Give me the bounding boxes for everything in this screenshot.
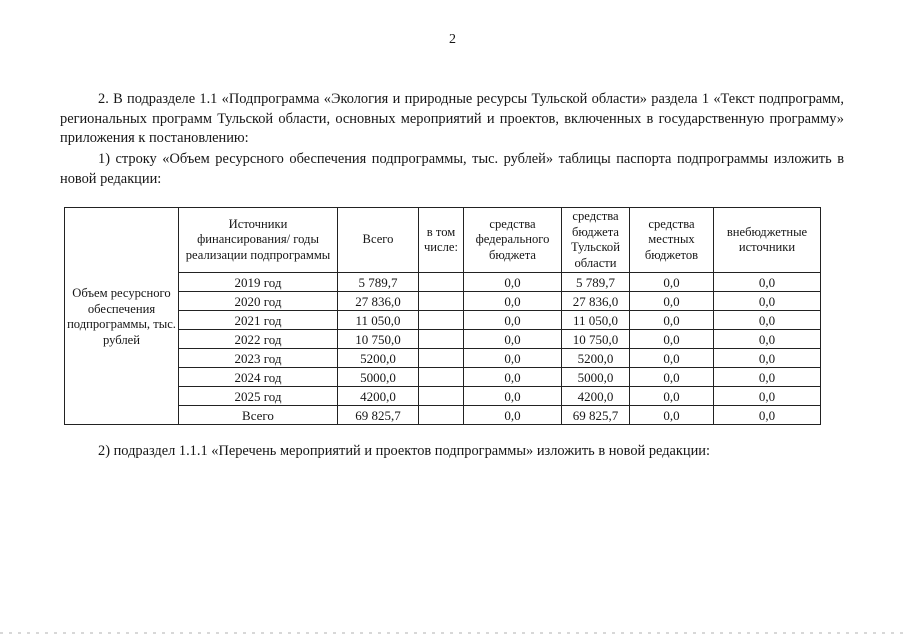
table-cell xyxy=(419,311,464,330)
table-row xyxy=(65,292,821,311)
table-cell: 0,0 xyxy=(714,406,821,425)
paragraph-1: 2. В подразделе 1.1 «Подпрограмма «Экология и природные ресурсы Тульской области» раздела 1 «Текст подпрограмм, региональных программ Тульской области, основных мероприятий и проектов, включенных в государственную программу» приложения к постановлению: xyxy=(60,91,844,146)
table-cell: 0,0 xyxy=(630,273,714,292)
table-cell: 2020 год xyxy=(179,292,338,311)
header-cell: внебюджетные источники xyxy=(714,208,821,273)
table-cell xyxy=(419,406,464,425)
table-header-row xyxy=(65,208,821,273)
header-cell: Источники финансирования/ годы реализации подпрограммы xyxy=(179,208,338,273)
table-cell: 0,0 xyxy=(630,406,714,425)
table-cell: 0,0 xyxy=(630,368,714,387)
header-cell: средства местных бюджетов xyxy=(630,208,714,273)
table-cell: 5200,0 xyxy=(562,349,630,368)
table-cell: 0,0 xyxy=(714,349,821,368)
resource-table xyxy=(64,207,821,425)
table-cell: 0,0 xyxy=(714,273,821,292)
table-cell: 2024 год xyxy=(179,368,338,387)
header-cell: средства федерального бюджета xyxy=(464,208,562,273)
table-cell: 0,0 xyxy=(714,330,821,349)
table-cell: 2021 год xyxy=(179,311,338,330)
header-cell: средства бюджета Тульской области xyxy=(562,208,630,273)
table-cell: 0,0 xyxy=(464,387,562,406)
table-row xyxy=(65,387,821,406)
table-cell: 11 050,0 xyxy=(338,311,419,330)
table-cell: 0,0 xyxy=(464,311,562,330)
table-cell: 2023 год xyxy=(179,349,338,368)
table-row xyxy=(65,311,821,330)
table-cell: 0,0 xyxy=(630,292,714,311)
table-cell: 0,0 xyxy=(464,406,562,425)
table-cell: 5200,0 xyxy=(338,349,419,368)
table-cell: 10 750,0 xyxy=(338,330,419,349)
table-cell xyxy=(419,273,464,292)
paragraph-3: 2) подраздел 1.1.1 «Перечень мероприятий и проектов подпрограммы» изложить в новой редакции: xyxy=(98,443,711,459)
table-cell: 0,0 xyxy=(464,273,562,292)
table-cell xyxy=(419,368,464,387)
table-row xyxy=(65,273,821,292)
table-cell xyxy=(419,387,464,406)
table-cell xyxy=(419,330,464,349)
table-cell: 5000,0 xyxy=(338,368,419,387)
header-cell: в том числе: xyxy=(419,208,464,273)
table-cell: 27 836,0 xyxy=(562,292,630,311)
table-cell: 0,0 xyxy=(464,330,562,349)
table-cell: 5 789,7 xyxy=(562,273,630,292)
table-row xyxy=(65,349,821,368)
table-cell: 27 836,0 xyxy=(338,292,419,311)
paragraph-2: 1) строку «Объем ресурсного обеспечения подпрограммы, тыс. рублей» таблицы паспорта подпрограммы изложить в новой редакции: xyxy=(60,151,844,187)
table-cell: 69 825,7 xyxy=(338,406,419,425)
table-cell: 0,0 xyxy=(464,292,562,311)
table-row xyxy=(65,368,821,387)
table-cell xyxy=(419,349,464,368)
table-cell: Всего xyxy=(179,406,338,425)
table-cell: 0,0 xyxy=(630,311,714,330)
table-cell: 0,0 xyxy=(630,330,714,349)
scan-artifact-line xyxy=(0,632,905,634)
table-cell: 0,0 xyxy=(630,349,714,368)
table-cell: 2025 год xyxy=(179,387,338,406)
table-cell: 11 050,0 xyxy=(562,311,630,330)
table-cell: 0,0 xyxy=(464,368,562,387)
table-cell: 0,0 xyxy=(714,387,821,406)
table-cell xyxy=(419,292,464,311)
table-cell: 69 825,7 xyxy=(562,406,630,425)
table-cell: 0,0 xyxy=(714,368,821,387)
table-cell: 10 750,0 xyxy=(562,330,630,349)
table-cell: 5 789,7 xyxy=(338,273,419,292)
table-cell: 4200,0 xyxy=(562,387,630,406)
table-row xyxy=(65,330,821,349)
table-total-row xyxy=(65,406,821,425)
table-cell: 5000,0 xyxy=(562,368,630,387)
page-number: 2 xyxy=(449,32,456,47)
table-cell: 0,0 xyxy=(630,387,714,406)
table-cell: 0,0 xyxy=(714,311,821,330)
table-cell: 0,0 xyxy=(714,292,821,311)
table-cell: 0,0 xyxy=(464,349,562,368)
table-cell: 4200,0 xyxy=(338,387,419,406)
table-cell: 2022 год xyxy=(179,330,338,349)
table-cell: 2019 год xyxy=(179,273,338,292)
row-title-cell: Объем ресурсного обеспечения подпрограммы, тыс. рублей xyxy=(65,208,179,425)
header-cell: Всего xyxy=(338,208,419,273)
